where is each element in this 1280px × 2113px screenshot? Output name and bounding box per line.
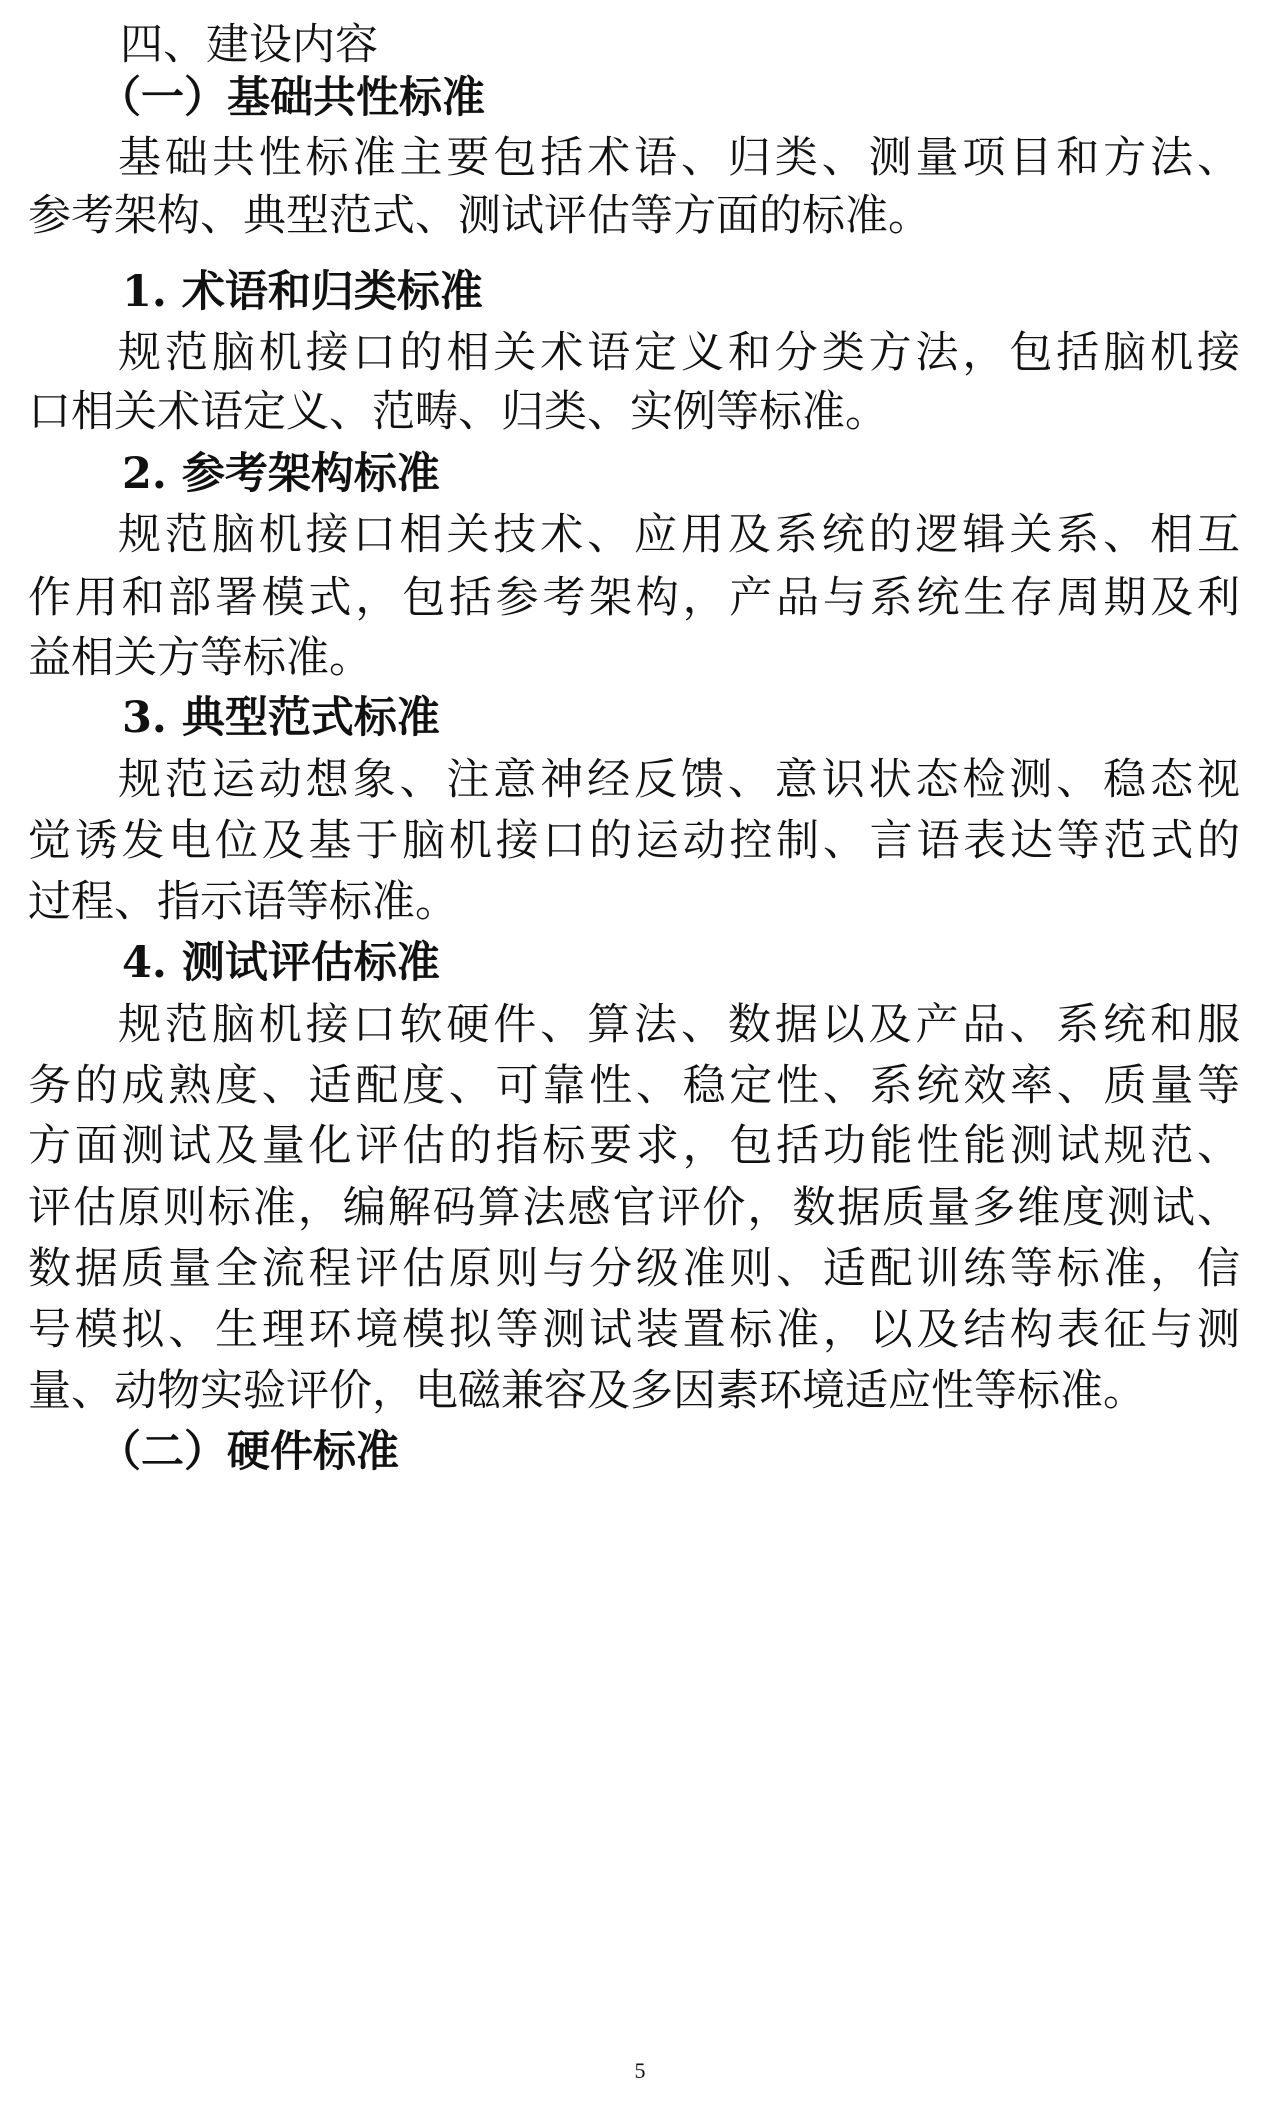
subsection-heading-basic: （一）基础共性标准: [98, 73, 485, 123]
paragraph-line: 参考架构、典型范式、测试评估等方面的标准。: [28, 191, 931, 241]
paragraph-line: 数据质量全流程评估原则与分级准则、适配训练等标准，信: [28, 1244, 1240, 1294]
page-number: 5: [634, 2058, 646, 2083]
paragraph-line: 益相关方等标准。: [28, 633, 372, 683]
subsection-heading-hardware: （二）硬件标准: [98, 1427, 399, 1477]
section-heading: 四、建设内容: [120, 20, 378, 70]
paragraph-line: 规范脑机接口的相关术语定义和分类方法，包括脑机接: [118, 328, 1240, 378]
paragraph-line: 基础共性标准主要包括术语、归类、测量项目和方法、: [118, 133, 1240, 183]
paragraph-line: 务的成熟度、适配度、可靠性、稳定性、系统效率、质量等: [28, 1061, 1240, 1111]
paragraph-line: 规范脑机接口相关技术、应用及系统的逻辑关系、相互: [118, 510, 1240, 560]
paragraph-line: 规范运动想象、注意神经反馈、意识状态检测、稳态视: [118, 755, 1240, 805]
paragraph-line: 口相关术语定义、范畴、归类、实例等标准。: [28, 387, 888, 437]
paragraph-line: 规范脑机接口软硬件、算法、数据以及产品、系统和服: [118, 1000, 1240, 1050]
paragraph-line: 号模拟、生理环境模拟等测试装置标准，以及结构表征与测: [28, 1305, 1240, 1355]
paragraph-line: 作用和部署模式，包括参考架构，产品与系统生存周期及利: [28, 573, 1240, 623]
item-heading-terminology: 1. 术语和归类标准: [122, 267, 483, 317]
item-heading-paradigm: 3. 典型范式标准: [122, 693, 440, 743]
paragraph-line: 过程、指示语等标准。: [28, 877, 458, 927]
item-heading-testing: 4. 测试评估标准: [122, 938, 440, 988]
paragraph-line: 方面测试及量化评估的指标要求，包括功能性能测试规范、: [28, 1121, 1240, 1171]
paragraph-line: 觉诱发电位及基于脑机接口的运动控制、言语表达等范式的: [28, 816, 1240, 866]
item-heading-architecture: 2. 参考架构标准: [122, 449, 440, 499]
paragraph-line: 评估原则标准，编解码算法感官评价，数据质量多维度测试、: [28, 1183, 1240, 1233]
paragraph-line: 量、动物实验评价，电磁兼容及多因素环境适应性等标准。: [28, 1366, 1146, 1416]
